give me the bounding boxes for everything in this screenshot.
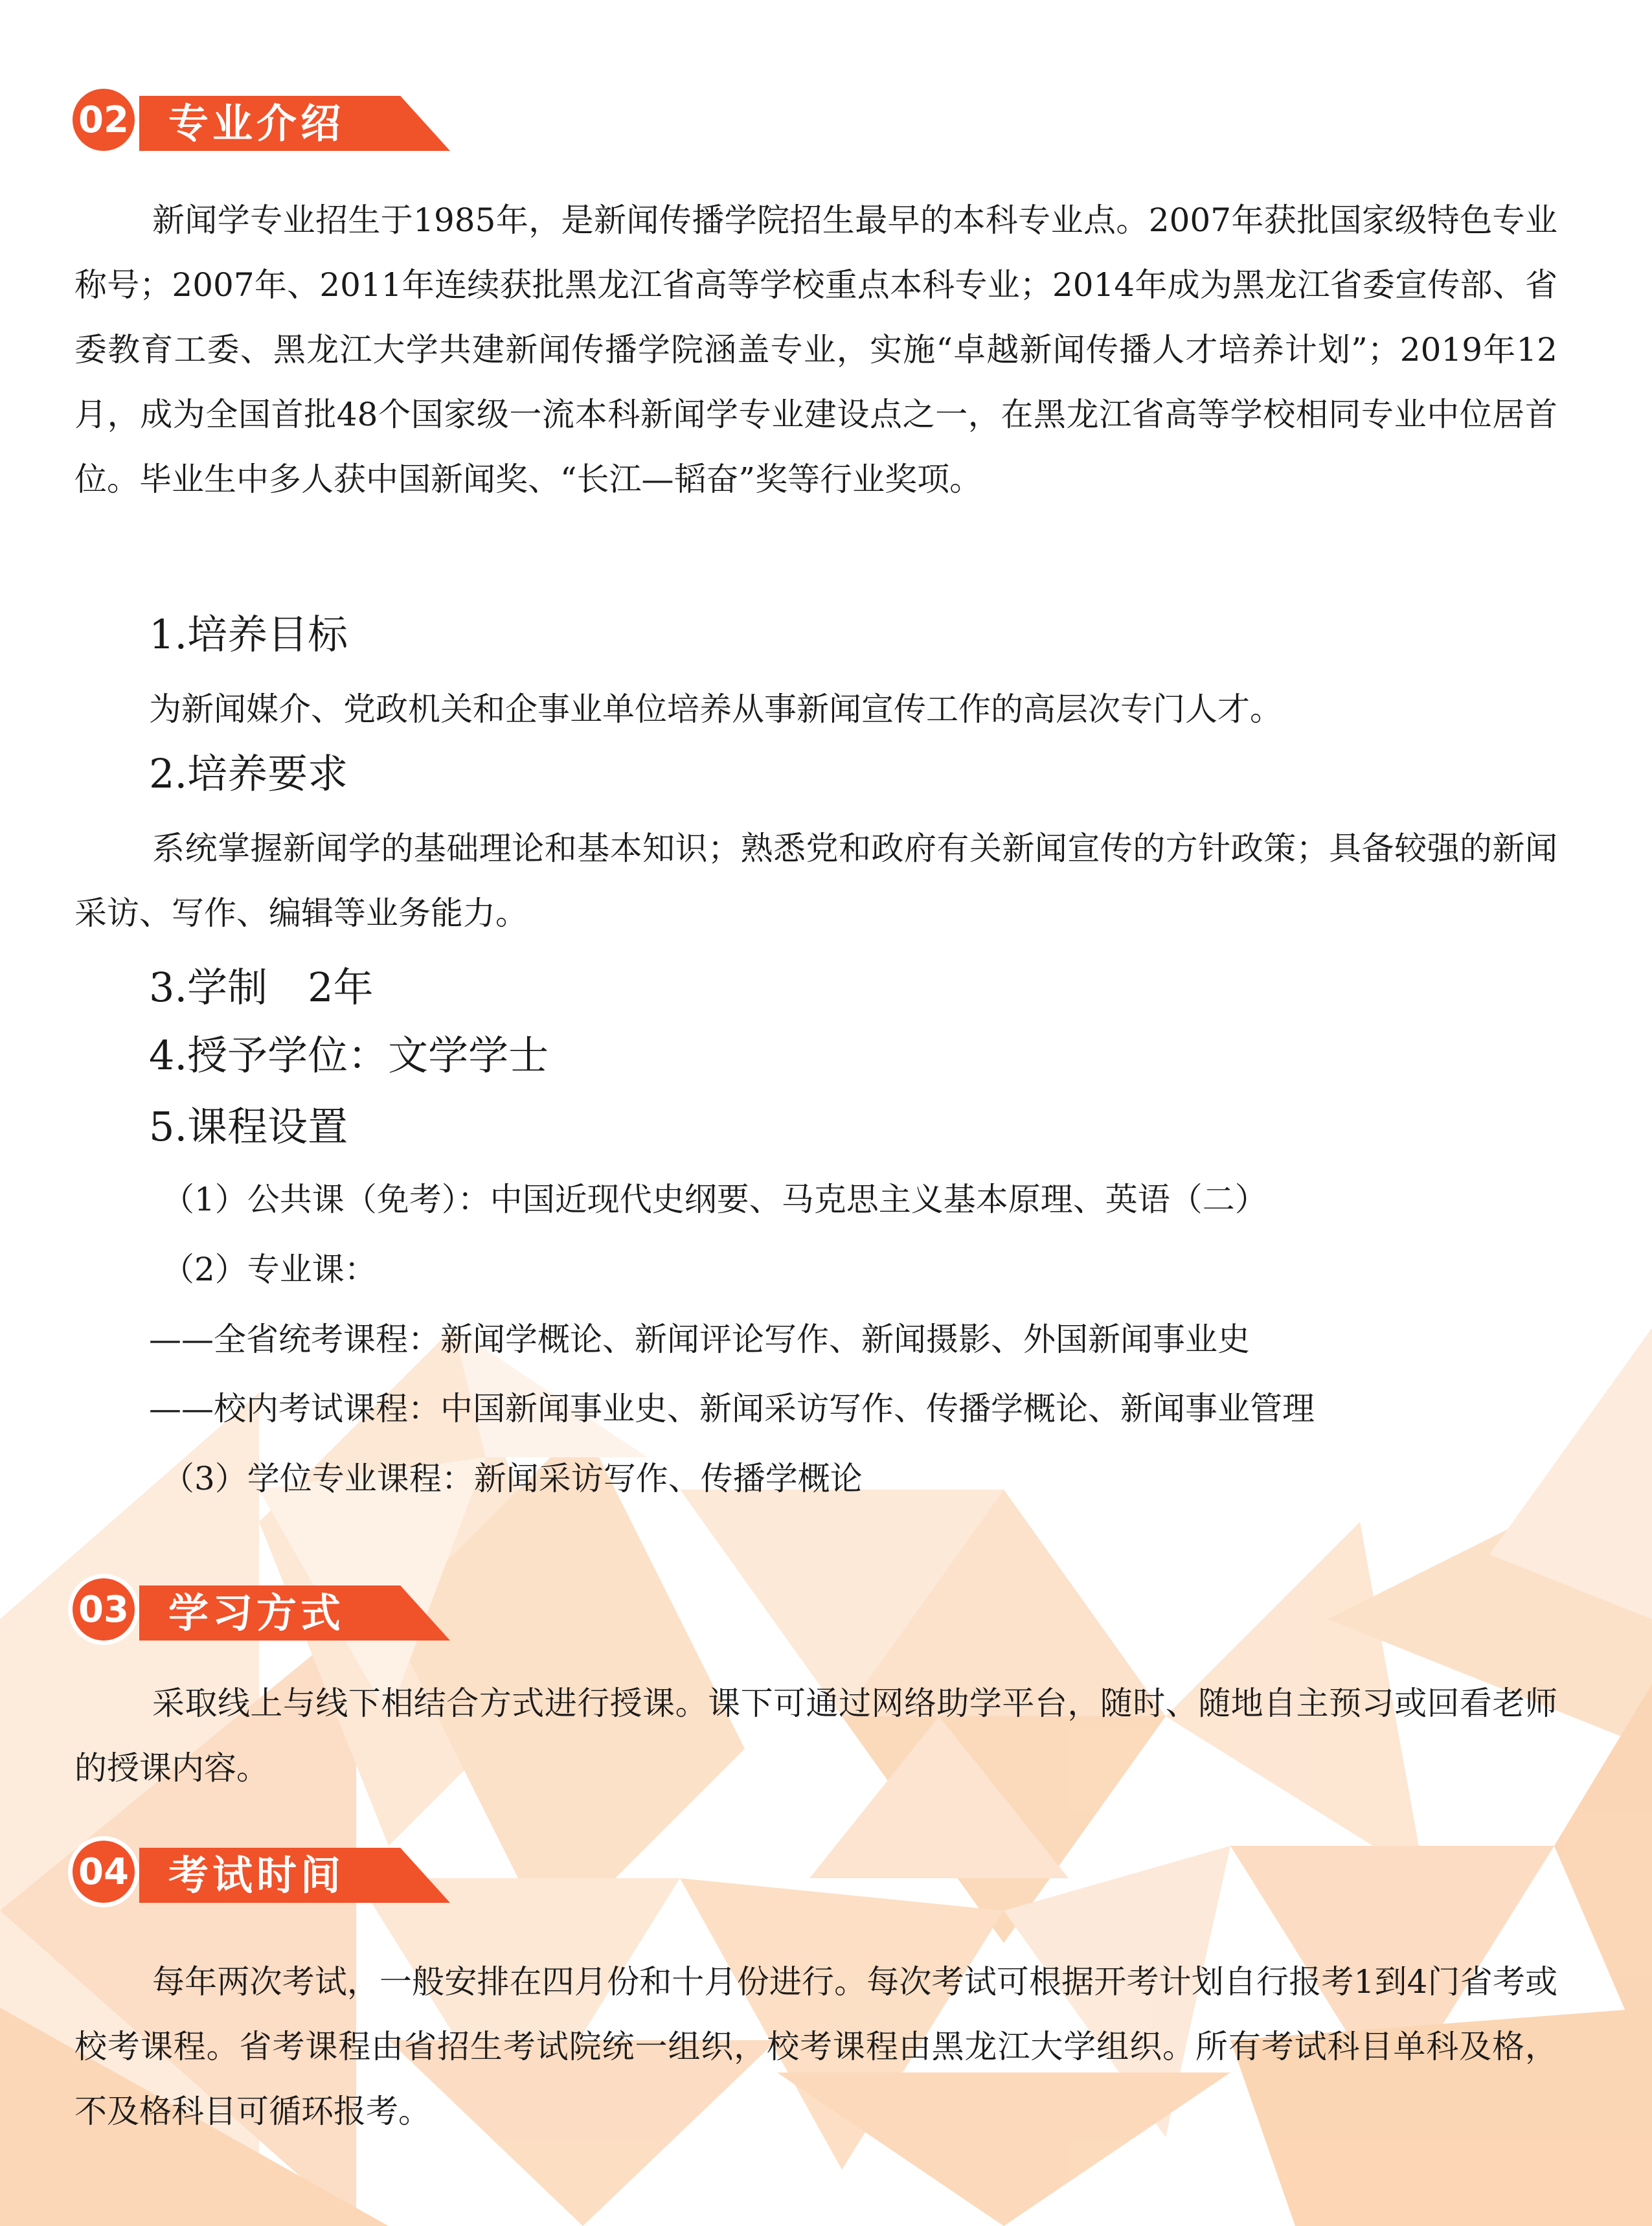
requirement-text: 系统掌握新闻学的基础理论和基本知识；熟悉党和政府有关新闻宣传的方针政策；具备较强的新闻采访、写作、编辑等业务能力。 [74,830,1557,932]
section-number-badge: 03 [68,1574,139,1645]
duration-heading: 3.学制 2年 [149,964,374,1011]
section-title: 专业介绍 [168,100,345,147]
section-number-badge: 02 [68,84,139,155]
section-header-02 [68,84,457,155]
course-major-label: （2）专业课： [162,1251,377,1288]
goal-heading: 1.培养目标 [149,611,348,658]
requirement-heading: 2.培养要求 [149,750,348,797]
exam-time-text: 每年两次考试，一般安排在四月份和十月份进行。每次考试可根据开考计划自行报考1到4门省考或校考课程。省考课程由省招生考试院统一组织，校考课程由黑龙江大学组织。所有考试科目单科及格，不及格科目可循环报考。 [74,1963,1557,2130]
study-mode-text: 采取线上与线下相结合方式进行授课。课下可通过网络助学平台，随时、随地自主预习或回看老师的授课内容。 [74,1685,1557,1787]
goal-text: 为新闻媒介、党政机关和企事业单位培养从事新闻宣传工作的高层次专门人才。 [149,690,1282,728]
section-number-badge: 04 [68,1836,139,1907]
section-title: 学习方式 [168,1589,345,1637]
section-header-04 [68,1836,457,1907]
degree-heading: 4.授予学位：文学学士 [149,1032,549,1079]
section-header-03 [68,1574,457,1645]
intro-paragraph: 新闻学专业招生于1985年，是新闻传播学院招生最早的本科专业点。2007年获批国家级特色专业称号；2007年、2011年连续获批黑龙江省高等学校重点本科专业；2014年成为黑龙江省委宣传部、省委教育工委、黑龙江大学共建新闻传播学院涵盖专业，实施“卓越新闻传播人才培养计划”；2019年12月，成为全国首批48个国家级一流本科新闻学专业建设点之一，在黑龙江省高等学校相同专业中位居首位。毕业生中多人获中国新闻奖、“长江—韬奋”奖等行业奖项。 [74,201,1557,498]
course-campus: ——校内考试课程：中国新闻事业史、新闻采访写作、传播学概论、新闻事业管理 [149,1390,1315,1427]
courses-heading: 5.课程设置 [149,1103,348,1150]
section-title: 考试时间 [168,1852,345,1899]
course-provincial: ——全省统考课程：新闻学概论、新闻评论写作、新闻摄影、外国新闻事业史 [149,1321,1250,1358]
course-public: （1）公共课（免考）：中国近现代史纲要、马克思主义基本原理、英语（二） [162,1181,1267,1218]
course-degree: （3）学位专业课程：新闻采访写作、传播学概论 [162,1460,863,1497]
